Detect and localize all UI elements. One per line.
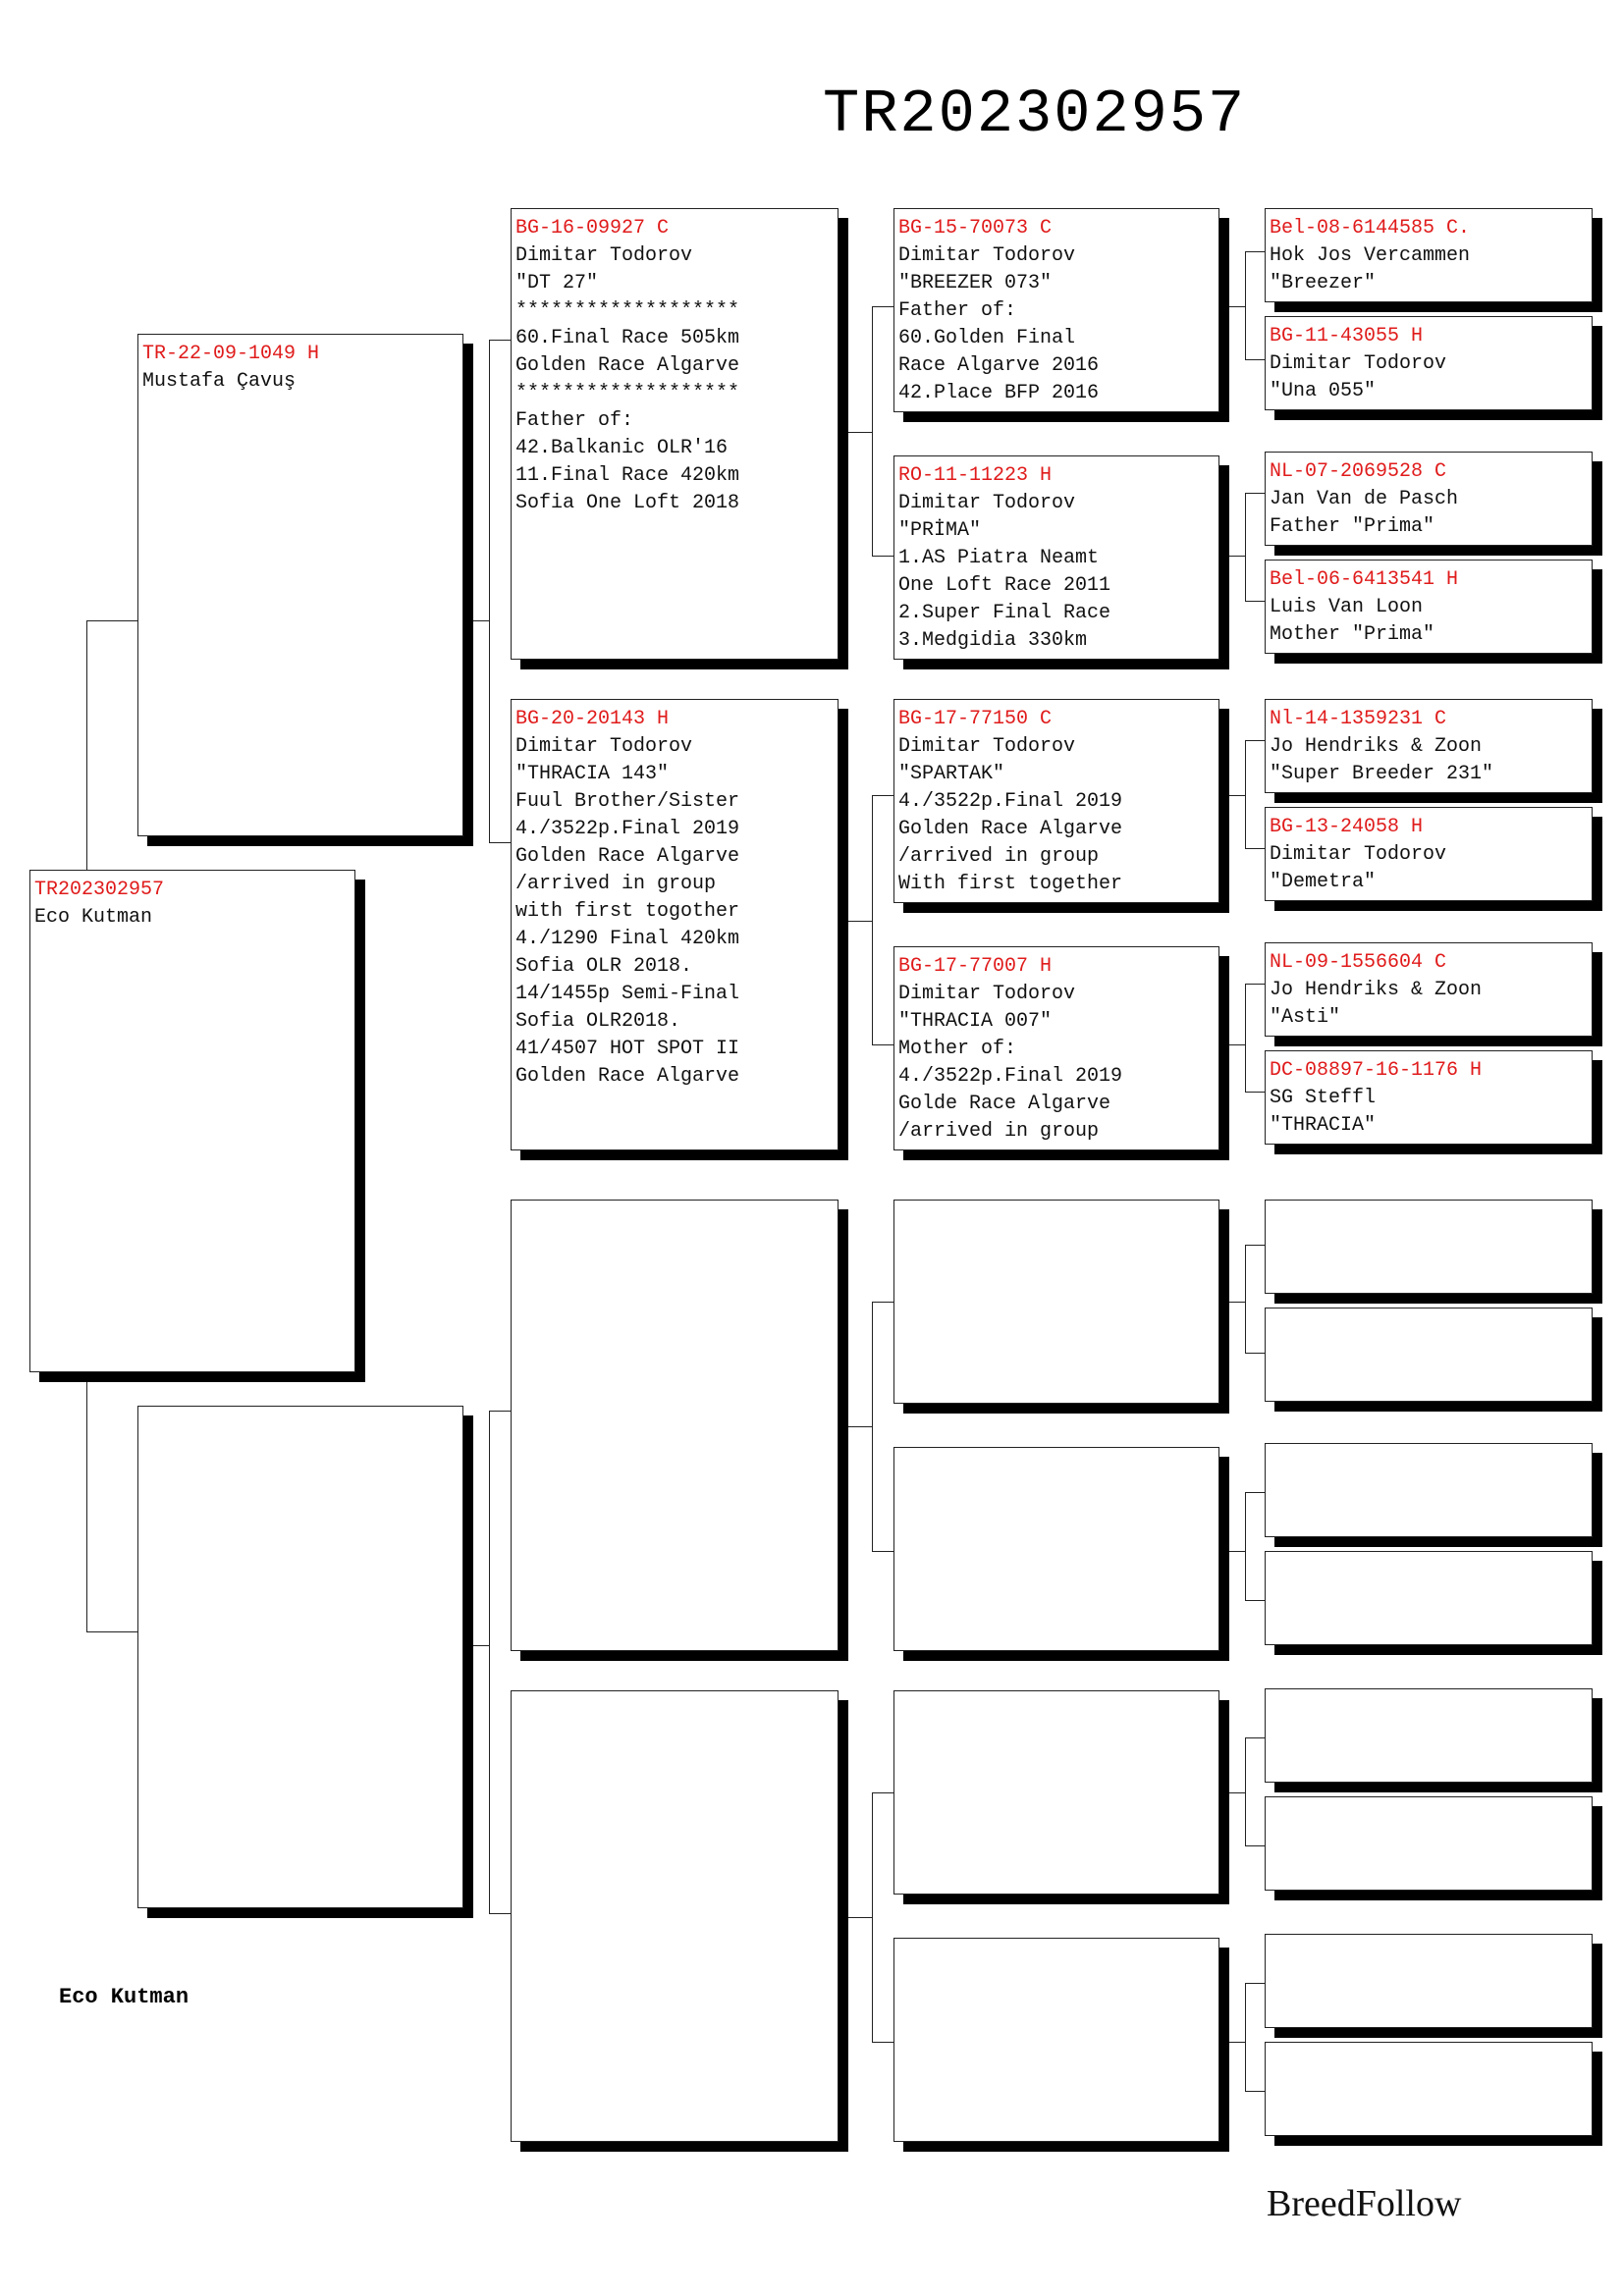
dsd-sire-card[interactable] [1265, 1443, 1593, 1537]
card-text-line: 4./3522p.Final 2019 [515, 818, 740, 840]
sss-dam-card[interactable] [1265, 316, 1593, 410]
card-text-line: Hok Jos Vercammen [1270, 244, 1471, 267]
card-text-line: /arrived in group [898, 1120, 1100, 1143]
card-text-line: 1.AS Piatra Neamt [898, 547, 1100, 569]
card-text-line: "Demetra" [1270, 871, 1377, 893]
card-text-line: SG Steffl [1270, 1087, 1377, 1109]
card-text-line: Golden Race Algarve [515, 845, 740, 868]
brand-logo: BreedFollow [1267, 2183, 1462, 2224]
dss-sire-card[interactable] [1265, 1200, 1593, 1294]
owner-name: Eco Kutman [59, 1985, 189, 2009]
ring-number: BG-15-70073 C [898, 217, 1053, 240]
dam-card[interactable] [137, 1406, 463, 1908]
card-text-line: "DT 27" [515, 272, 599, 294]
sss-sire-card[interactable] [1265, 208, 1593, 302]
ddd-sire-card[interactable] [1265, 1934, 1593, 2028]
sire-sire-card[interactable] [511, 208, 839, 660]
card-text-line: Golden Race Algarve [515, 354, 740, 377]
ring-number: BG-16-09927 C [515, 217, 670, 240]
ring-number: DC-08897-16-1176 H [1270, 1059, 1483, 1082]
pedigree-title: TR202302957 [823, 80, 1247, 149]
card-text-line: 60.Golden Final [898, 327, 1076, 349]
card-text-line: 60.Final Race 505km [515, 327, 740, 349]
sd-dam-card[interactable] [893, 946, 1219, 1150]
card-text-line: "Asti" [1270, 1006, 1341, 1029]
card-text-line: Mother of: [898, 1038, 1017, 1060]
card-text-line: Golden Race Algarve [515, 1065, 740, 1088]
card-text-line: Golde Race Algarve [898, 1093, 1111, 1115]
card-text-line: Golden Race Algarve [898, 818, 1123, 840]
card-text-line: ******************* [515, 299, 740, 322]
ring-number: Nl-14-1359231 C [1270, 708, 1447, 730]
card-text-line: Dimitar Todorov [1270, 352, 1447, 375]
ring-number: TR-22-09-1049 H [142, 343, 320, 365]
card-text-line: Father "Prima" [1270, 515, 1435, 538]
card-text-line: Luis Van Loon [1270, 596, 1424, 618]
dd-dam-card[interactable] [893, 1938, 1219, 2142]
ring-number: Bel-06-6413541 H [1270, 568, 1459, 591]
dam-dam-card[interactable] [511, 1690, 839, 2142]
card-text-line: Race Algarve 2016 [898, 354, 1100, 377]
card-text-line: Jan Van de Pasch [1270, 488, 1459, 510]
card-text-line: 2.Super Final Race [898, 602, 1111, 624]
ring-number: NL-09-1556604 C [1270, 951, 1447, 974]
card-text-line: "THRACIA 007" [898, 1010, 1053, 1033]
card-text-line: 14/1455p Semi-Final [515, 983, 740, 1005]
ring-number: BG-17-77150 C [898, 708, 1053, 730]
ring-number: Bel-08-6144585 C. [1270, 217, 1471, 240]
card-text-line: 42.Place BFP 2016 [898, 382, 1100, 404]
dds-dam-card[interactable] [1265, 1796, 1593, 1891]
dds-sire-card[interactable] [1265, 1688, 1593, 1783]
card-text-line: 4./3522p.Final 2019 [898, 1065, 1123, 1088]
card-text-line: "BREEZER 073" [898, 272, 1053, 294]
sd-sire-card[interactable] [893, 699, 1219, 903]
ssd-sire-card[interactable] [1265, 452, 1593, 546]
card-text-line: "Breezer" [1270, 272, 1377, 294]
card-text-line: /arrived in group [898, 845, 1100, 868]
card-text-line: 11.Final Race 420km [515, 464, 740, 487]
card-text-line: 4./1290 Final 420km [515, 928, 740, 950]
sire-card[interactable] [137, 334, 463, 836]
ds-dam-card[interactable] [893, 1447, 1219, 1651]
dsd-dam-card[interactable] [1265, 1551, 1593, 1645]
card-text-line: "THRACIA" [1270, 1114, 1377, 1137]
card-text-line: "PRİMA" [898, 519, 982, 542]
card-text-line: Dimitar Todorov [898, 492, 1076, 514]
card-text-line: Jo Hendriks & Zoon [1270, 979, 1483, 1001]
card-text-line: Father of: [515, 409, 634, 432]
card-text-line: Mustafa Çavuş [142, 370, 297, 393]
card-text-line: Dimitar Todorov [898, 244, 1076, 267]
card-text-line: Fuul Brother/Sister [515, 790, 740, 813]
ring-number: BG-17-77007 H [898, 955, 1053, 978]
card-text-line: /arrived in group [515, 873, 717, 895]
card-text-line: "Super Breeder 231" [1270, 763, 1494, 785]
card-text-line: Sofia One Loft 2018 [515, 492, 740, 514]
ss-dam-card[interactable] [893, 455, 1219, 660]
card-text-line: Dimitar Todorov [898, 983, 1076, 1005]
ring-number: TR202302957 [34, 879, 165, 901]
card-text-line: ******************* [515, 382, 740, 404]
card-text-line: 42.Balkanic OLR'16 [515, 437, 729, 459]
ring-number: RO-11-11223 H [898, 464, 1053, 487]
card-text-line: Dimitar Todorov [515, 244, 693, 267]
card-text-line: Dimitar Todorov [1270, 843, 1447, 866]
card-text-line: Sofia OLR 2018. [515, 955, 693, 978]
ds-sire-card[interactable] [893, 1200, 1219, 1404]
sdd-sire-card[interactable] [1265, 942, 1593, 1037]
card-text-line: Jo Hendriks & Zoon [1270, 735, 1483, 758]
card-text-line: "Una 055" [1270, 380, 1377, 402]
card-text-line: With first together [898, 873, 1123, 895]
ring-number: BG-20-20143 H [515, 708, 670, 730]
card-text-line: 41/4507 HOT SPOT II [515, 1038, 740, 1060]
card-text-line: One Loft Race 2011 [898, 574, 1111, 597]
dd-sire-card[interactable] [893, 1690, 1219, 1895]
card-text-line: Father of: [898, 299, 1017, 322]
ddd-dam-card[interactable] [1265, 2042, 1593, 2136]
sds-sire-card[interactable] [1265, 699, 1593, 793]
card-text-line: "SPARTAK" [898, 763, 1005, 785]
sdd-dam-card[interactable] [1265, 1050, 1593, 1145]
ring-number: BG-13-24058 H [1270, 816, 1424, 838]
ss-sire-card[interactable] [893, 208, 1219, 412]
subject-card[interactable] [29, 870, 355, 1372]
card-text-line: "THRACIA 143" [515, 763, 670, 785]
card-text-line: 3.Medgidia 330km [898, 629, 1088, 652]
card-text-line: Dimitar Todorov [515, 735, 693, 758]
dss-dam-card[interactable] [1265, 1308, 1593, 1402]
ring-number: NL-07-2069528 C [1270, 460, 1447, 483]
sire-dam-card[interactable] [511, 699, 839, 1150]
ring-number: BG-11-43055 H [1270, 325, 1424, 347]
sds-dam-card[interactable] [1265, 807, 1593, 901]
card-text-line: with first togother [515, 900, 740, 923]
card-text-line: Dimitar Todorov [898, 735, 1076, 758]
card-text-line: 4./3522p.Final 2019 [898, 790, 1123, 813]
dam-sire-card[interactable] [511, 1200, 839, 1651]
ssd-dam-card[interactable] [1265, 560, 1593, 654]
card-text-line: Mother "Prima" [1270, 623, 1435, 646]
card-text-line: Eco Kutman [34, 906, 153, 929]
card-text-line: Sofia OLR2018. [515, 1010, 681, 1033]
